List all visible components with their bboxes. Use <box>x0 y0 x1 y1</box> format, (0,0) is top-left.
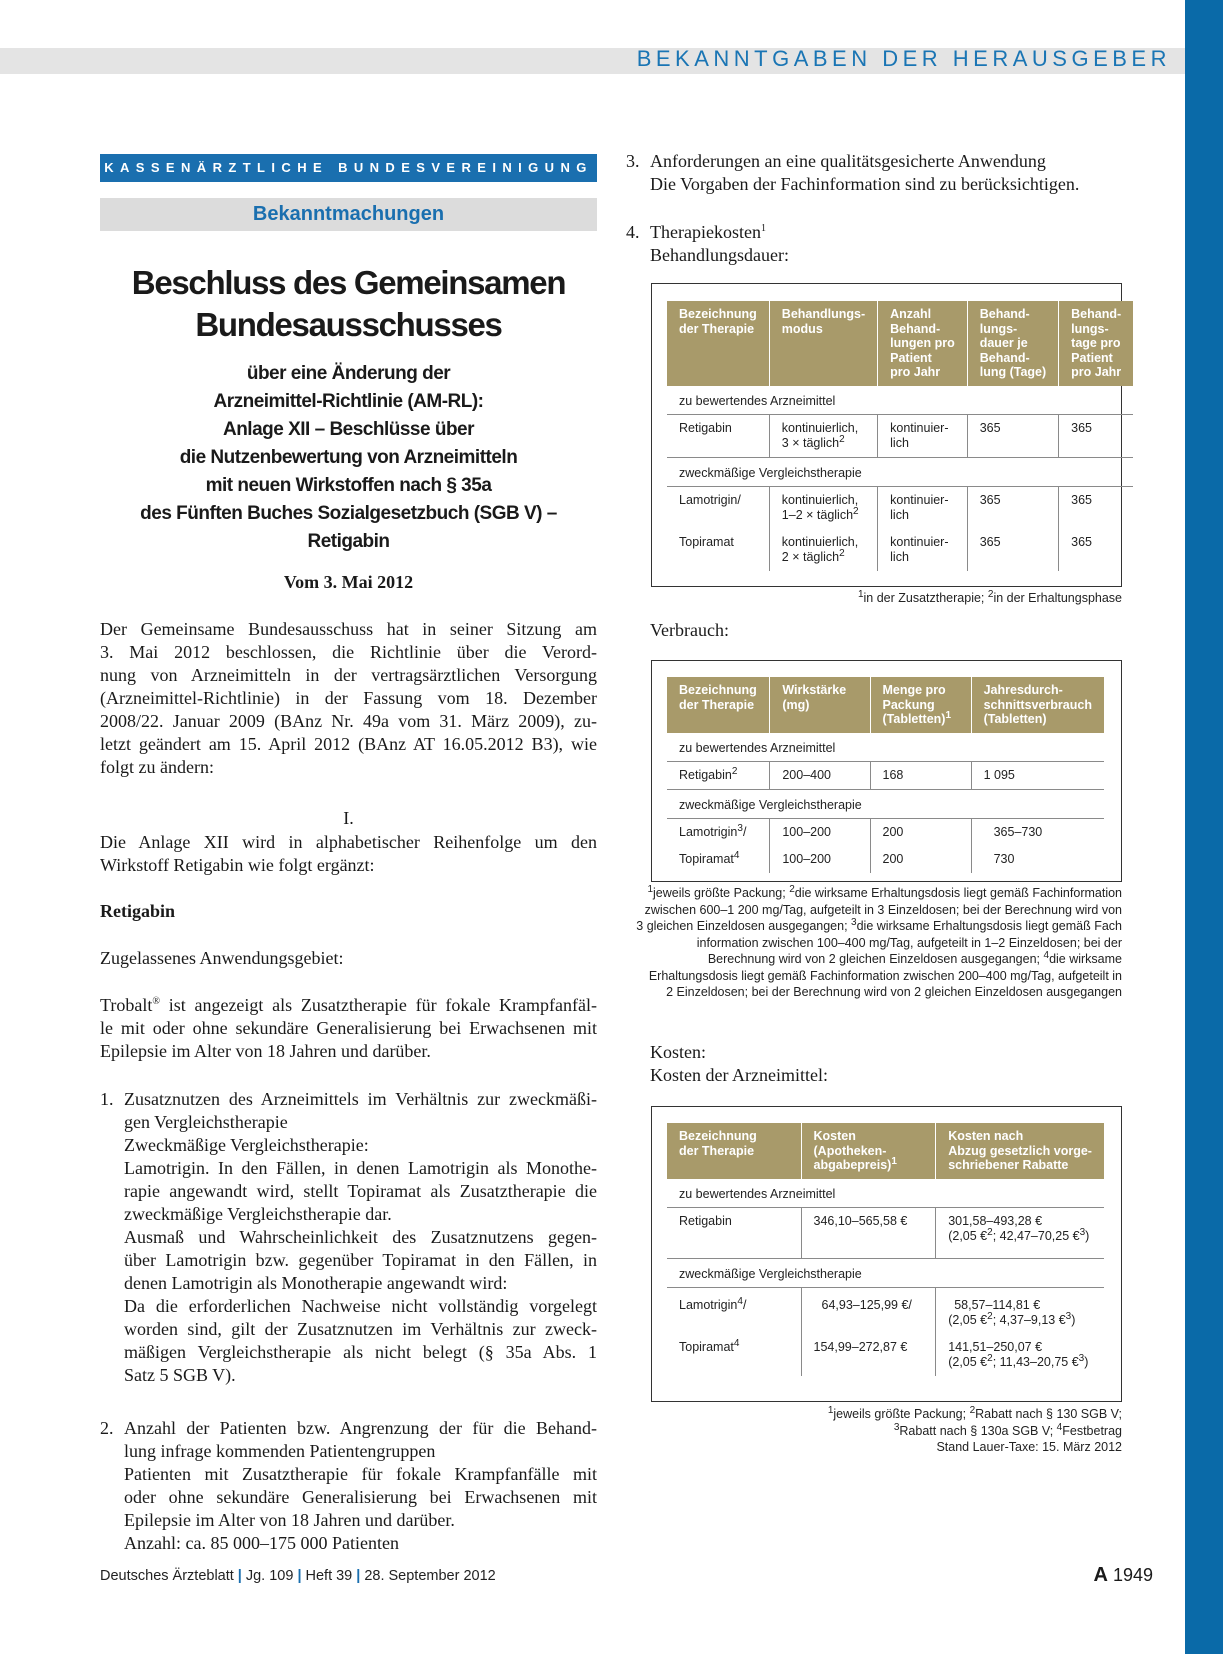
net-cost-cell: 141,51–250,07 € (2,05 €$^2$; 11,43–20,75 €$^3$) <box>936 1334 1104 1376</box>
therapy-name: Lamotrigin/ <box>679 492 741 507</box>
announcements-label: Bekanntmachungen <box>100 198 597 231</box>
table-row <box>667 1207 1104 1258</box>
pack-cell: 200 <box>870 846 971 873</box>
indication-line-rest: ist angezeigt als Zusatztherapie für fokale Krampfanfäl- <box>159 995 597 1015</box>
column-header: Behand- lungs- dauer je Behand- lung (Tage) <box>967 301 1058 386</box>
item1-line: gen Vergleichstherapie <box>124 1112 288 1132</box>
column-header: Jahresdurch- schnittsverbrauch (Tabletten) <box>971 677 1104 733</box>
subtitle-line: die Nutzenbewertung von Arzneimitteln <box>179 447 518 468</box>
column-header: Kosten (Apotheken- abgabepreis)$^1$ <box>801 1123 936 1179</box>
item4-body <box>650 221 789 267</box>
costs-table <box>667 1123 1104 1376</box>
intro-line: nung von Arzneimitteln in der vertragsärztlichen Versorgung <box>100 665 597 685</box>
resolution-subtitle <box>100 360 597 556</box>
table-header-row <box>667 1123 1104 1179</box>
column-header: Kosten nach Abzug gesetzlich vorge- schriebener Rabatte <box>936 1123 1104 1179</box>
annual-cell: 730 <box>971 846 1104 873</box>
table-section-row <box>667 733 1104 762</box>
section-label: zu bewertendes Arzneimittel <box>667 733 1104 762</box>
page-number-value: 1949 <box>1112 1565 1153 1585</box>
annual-cell: 365–730 <box>971 818 1104 846</box>
item4-heading <box>650 221 789 244</box>
costs-table-footnote <box>828 1406 1122 1456</box>
duration-table <box>667 301 1133 571</box>
intro-line: 3. Mai 2012 beschlossen, die Richtlinie über die Verord- <box>100 642 597 662</box>
section-label: zu bewertendes Arzneimittel <box>667 1179 1104 1208</box>
footnote-line: information zwischen 100–400 mg/Tag, aufgeteilt in 1–2 Einzeldosen; bei der <box>696 935 1122 950</box>
item1-line: Lamotrigin. In den Fällen, in denen Lamotrigin als Monothe- <box>124 1158 597 1178</box>
item2-line: Patienten mit Zusatztherapie für fokale Krampfanfälle mit <box>124 1464 597 1484</box>
therapy-name: Lamotrigin$^3$/ <box>679 822 747 839</box>
column-header: Wirkstärke (mg) <box>770 677 870 733</box>
item1-line: zweckmäßige Vergleichstherapie dar. <box>124 1204 392 1224</box>
item1-line: Satz 5 SGB V). <box>124 1365 236 1385</box>
item2-line: Anzahl der Patienten bzw. Angrenzung der für die Behand- <box>124 1418 597 1438</box>
subtitle-line: des Fünften Buches Sozialgesetzbuch (SGB V) – <box>140 503 557 524</box>
section-label: zweckmäßige Vergleichstherapie <box>667 1258 1104 1287</box>
indication-line: le mit oder ohne sekundäre Generalisierung bei Erwachsenen mit <box>100 1018 597 1038</box>
days-year-cell: 365 <box>1059 414 1134 457</box>
table-row <box>667 529 1133 571</box>
item2-body <box>124 1417 597 1555</box>
mode-cell: kontinuierlich, 3 × täglich$^2$ <box>769 414 877 457</box>
strength-cell: 200–400 <box>770 761 870 789</box>
strength-cell: 100–200 <box>770 846 870 873</box>
item3-line: Anforderungen an eine qualitätsgesicherte Anwendung <box>650 151 1046 171</box>
mode-cell: kontinuierlich, 1–2 × täglich$^2$ <box>769 486 877 529</box>
footnote-line: Berechnung wird von 2 gleichen Einzeldosen ausgegangen; $^4$die wirksame <box>707 949 1122 966</box>
footnote-line: $^3$Rabatt nach § 130a SGB V; $^4$Festbetrag <box>893 1421 1122 1438</box>
therapy-name: Lamotrigin$^4$/ <box>679 1295 747 1312</box>
resolution-date: Vom 3. Mai 2012 <box>283 572 414 592</box>
costs-heading: Kosten: <box>650 1042 706 1062</box>
item2-line: oder ohne sekundäre Generalisierung bei Erwachsenen mit <box>124 1487 597 1507</box>
table-row <box>667 818 1104 846</box>
consumption-table <box>667 677 1104 873</box>
subtitle-line: über eine Änderung der <box>246 363 451 384</box>
intro-line: 2008/22. Januar 2009 (BAnz Nr. 49a vom 31. März 2009), zu- <box>100 711 597 731</box>
registered-mark: ® <box>152 996 160 1007</box>
issue: Heft 39 <box>305 1568 353 1584</box>
item1-line: denen Lamotrigin als Monotherapie angewandt wird: <box>124 1273 508 1293</box>
item4-subheading: Behandlungsdauer: <box>650 245 789 265</box>
column-header: Anzahl Behand- lungen pro Patient pro Jahr <box>878 301 968 386</box>
section-i-paragraph <box>100 831 597 877</box>
table-row <box>667 1287 1104 1334</box>
days-year-cell: 365 <box>1059 486 1134 529</box>
therapy-name: Retigabin <box>667 1207 801 1258</box>
consumption-table-footnote <box>636 885 1122 1001</box>
table-header-row <box>667 677 1104 733</box>
subtitle-line: Retigabin <box>307 531 390 552</box>
item1-line: Zusatznutzen des Arzneimittels im Verhältnis zur zweckmäßi- <box>124 1089 597 1109</box>
section-label: zweckmäßige Vergleichstherapie <box>667 457 1133 486</box>
therapy-costs-heading: Therapiekosten <box>650 222 761 242</box>
item2-line: lung infrage kommenden Patientengruppen <box>124 1441 436 1461</box>
volume: Jg. 109 <box>245 1568 294 1584</box>
subtitle-line: Anlage XII – Beschlüsse über <box>222 419 475 440</box>
item-number: 1. <box>100 1089 114 1109</box>
table-row <box>667 414 1133 457</box>
table-row <box>667 846 1104 873</box>
count-cell: kontinuier- lich <box>878 414 968 457</box>
footnote-marker: 1 <box>760 223 766 234</box>
page-prefix: A <box>1093 1564 1108 1586</box>
section-i-line: Wirkstoff Retigabin wie folgt ergänzt: <box>100 855 375 875</box>
section-numeral: I. <box>343 808 354 828</box>
subtitle-line: mit neuen Wirkstoffen nach § 35a <box>205 475 492 496</box>
item1-line: rapie angewandt wird, stellt Topiramat als Zusatztherapie die <box>124 1181 597 1201</box>
footnote-line: $^1$jeweils größte Packung; $^2$die wirksame Erhaltungsdosis liegt gemäß Fachinformation <box>647 883 1122 900</box>
footnote-line: Erhaltungsdosis liegt gemäß Fachinformation zwischen 200–400 mg/Tag, aufgeteilt in <box>648 968 1122 983</box>
section-header-title: BEKANNTGABEN DER HERAUSGEBER <box>636 46 1171 71</box>
separator: | <box>297 1568 302 1584</box>
column-header: Menge pro Packung (Tabletten)$^1$ <box>870 677 971 733</box>
table-row <box>667 761 1104 789</box>
indication-line <box>100 994 597 1017</box>
item1-line: worden sind, gilt der Zusatznutzen im Verhältnis zur zweck- <box>124 1319 597 1339</box>
journal-name: Deutsches Ärzteblatt <box>100 1568 234 1584</box>
intro-line: letzt geändert am 15. April 2012 (BAnz AT 16.05.2012 B3), wie <box>100 734 597 754</box>
intro-line: Der Gemeinsame Bundesausschuss hat in seiner Sitzung am <box>100 619 597 639</box>
item1-line: Zweckmäßige Vergleichstherapie: <box>124 1135 369 1155</box>
cost-cell: 154,99–272,87 € <box>801 1334 936 1376</box>
indication-line: Epilepsie im Alter von 18 Jahren und darüber. <box>100 1041 431 1061</box>
section-label: zweckmäßige Vergleichstherapie <box>667 789 1104 818</box>
table-section-row <box>667 457 1133 486</box>
days-cell: 365 <box>967 414 1058 457</box>
separator: | <box>237 1568 242 1584</box>
item1-body <box>124 1088 597 1387</box>
net-cost-cell: 58,57–114,81 € (2,05 €$^2$; 4,37–9,13 €$^3$) <box>936 1287 1104 1334</box>
count-cell: kontinuier- lich <box>878 486 968 529</box>
table-section-row <box>667 789 1104 818</box>
side-color-bar <box>1185 0 1223 1654</box>
strength-cell: 100–200 <box>770 818 870 846</box>
item2-line: Epilepsie im Alter von 18 Jahren und darüber. <box>124 1510 455 1530</box>
costs-label <box>650 1041 828 1087</box>
footnote-line: zwischen 600–1 200 mg/Tag, aufgeteilt in 3 Einzeldosen; bei der Berechnung wird von <box>644 902 1122 917</box>
title-line: Bundesausschusses <box>195 306 502 343</box>
item3-body <box>650 150 1079 196</box>
days-year-cell: 365 <box>1059 529 1134 571</box>
brand-name: Trobalt <box>100 995 153 1015</box>
annual-cell: 1 095 <box>971 761 1104 789</box>
column-header: Bezeichnung der Therapie <box>667 677 770 733</box>
item-number: 4. <box>626 222 640 242</box>
journal-footer <box>100 1568 496 1584</box>
intro-line: (Arzneimittel-Richtlinie) in der Fassung vom 18. Dezember <box>100 688 597 708</box>
subtitle-line: Arzneimittel-Richtlinie (AM-RL): <box>213 391 484 412</box>
indication-label: Zugelassenes Anwendungsgebiet: <box>100 948 344 968</box>
therapy-name: Topiramat$^4$ <box>679 1337 740 1354</box>
section-label: zu bewertendes Arzneimittel <box>667 386 1133 415</box>
column-header: Bezeichnung der Therapie <box>667 1123 801 1179</box>
column-header: Bezeichnung der Therapie <box>667 301 769 386</box>
days-cell: 365 <box>967 486 1058 529</box>
therapy-name: Retigabin <box>667 414 769 457</box>
intro-paragraph <box>100 618 597 779</box>
item1-line: Da die erforderlichen Nachweise nicht vollständig vorgelegt <box>124 1296 597 1316</box>
table-row <box>667 1334 1104 1376</box>
column-header: Behandlungs- modus <box>769 301 877 386</box>
item2-line: Anzahl: ca. 85 000–175 000 Patienten <box>124 1533 399 1553</box>
count-cell: kontinuier- lich <box>878 529 968 571</box>
pack-cell: 200 <box>870 818 971 846</box>
footnote-line: Stand Lauer-Taxe: 15. März 2012 <box>936 1440 1122 1454</box>
item1-line: mäßigen Vergleichstherapie als nicht belegt (§ 35a Abs. 1 <box>124 1342 597 1362</box>
therapy-name: Topiramat <box>679 534 734 549</box>
consumption-label: Verbrauch: <box>650 620 729 640</box>
table-section-row <box>667 386 1133 415</box>
issue-date: 28. September 2012 <box>364 1568 496 1584</box>
cost-cell: 64,93–125,99 €/ <box>801 1287 936 1334</box>
section-i-line: Die Anlage XII wird in alphabetischer Reihenfolge um den <box>100 832 597 852</box>
footnote-line: $^1$jeweils größte Packung; $^2$Rabatt nach § 130 SGB V; <box>827 1404 1122 1421</box>
cost-cell: 346,10–565,58 € <box>801 1207 936 1258</box>
costs-subheading: Kosten der Arzneimittel: <box>650 1065 828 1085</box>
table-section-row <box>667 1179 1104 1208</box>
pack-cell: 168 <box>870 761 971 789</box>
title-line: Beschluss des Gemeinsamen <box>131 264 566 301</box>
item-number: 2. <box>100 1418 114 1438</box>
duration-table-footnote: $^1$in der Zusatztherapie; $^2$in der Erhaltungsphase <box>857 588 1122 605</box>
page-number <box>1093 1564 1153 1587</box>
mode-cell: kontinuierlich, 2 × täglich$^2$ <box>769 529 877 571</box>
item1-line: Ausmaß und Wahrscheinlichkeit des Zusatznutzens gegen- <box>124 1227 597 1247</box>
footnote-line: 2 Einzeldosen; bei der Berechnung wird von 2 gleichen Einzeldosen ausgegangen <box>666 985 1122 999</box>
table-section-row <box>667 1258 1104 1287</box>
item3-line: Die Vorgaben der Fachinformation sind zu berücksichtigen. <box>650 174 1080 194</box>
therapy-name: Topiramat$^4$ <box>679 849 740 866</box>
separator: | <box>356 1568 361 1584</box>
intro-line: folgt zu ändern: <box>100 757 214 777</box>
table-row <box>667 486 1133 529</box>
column-header: Behand- lungs- tage pro Patient pro Jahr <box>1059 301 1134 386</box>
therapy-name: Retigabin$^2$ <box>667 761 770 789</box>
footnote-line: 3 gleichen Einzeldosen ausgegangen; $^3$die wirksame Erhaltungsdosis liegt gemäß Fach <box>636 916 1122 933</box>
indication-paragraph <box>100 994 597 1063</box>
drug-heading: Retigabin <box>100 901 176 921</box>
days-cell: 365 <box>967 529 1058 571</box>
resolution-title <box>100 262 597 346</box>
table-header-row <box>667 301 1133 386</box>
kbv-label-bar: KASSENÄRZTLICHE BUNDESVEREINIGUNG <box>100 154 597 182</box>
net-cost-cell: 301,58–493,28 € (2,05 €$^2$; 42,47–70,25 €$^3$) <box>936 1207 1104 1258</box>
item1-line: über Lamotrigin bzw. gegenüber Topiramat in den Fällen, in <box>124 1250 597 1270</box>
item-number: 3. <box>626 151 640 171</box>
